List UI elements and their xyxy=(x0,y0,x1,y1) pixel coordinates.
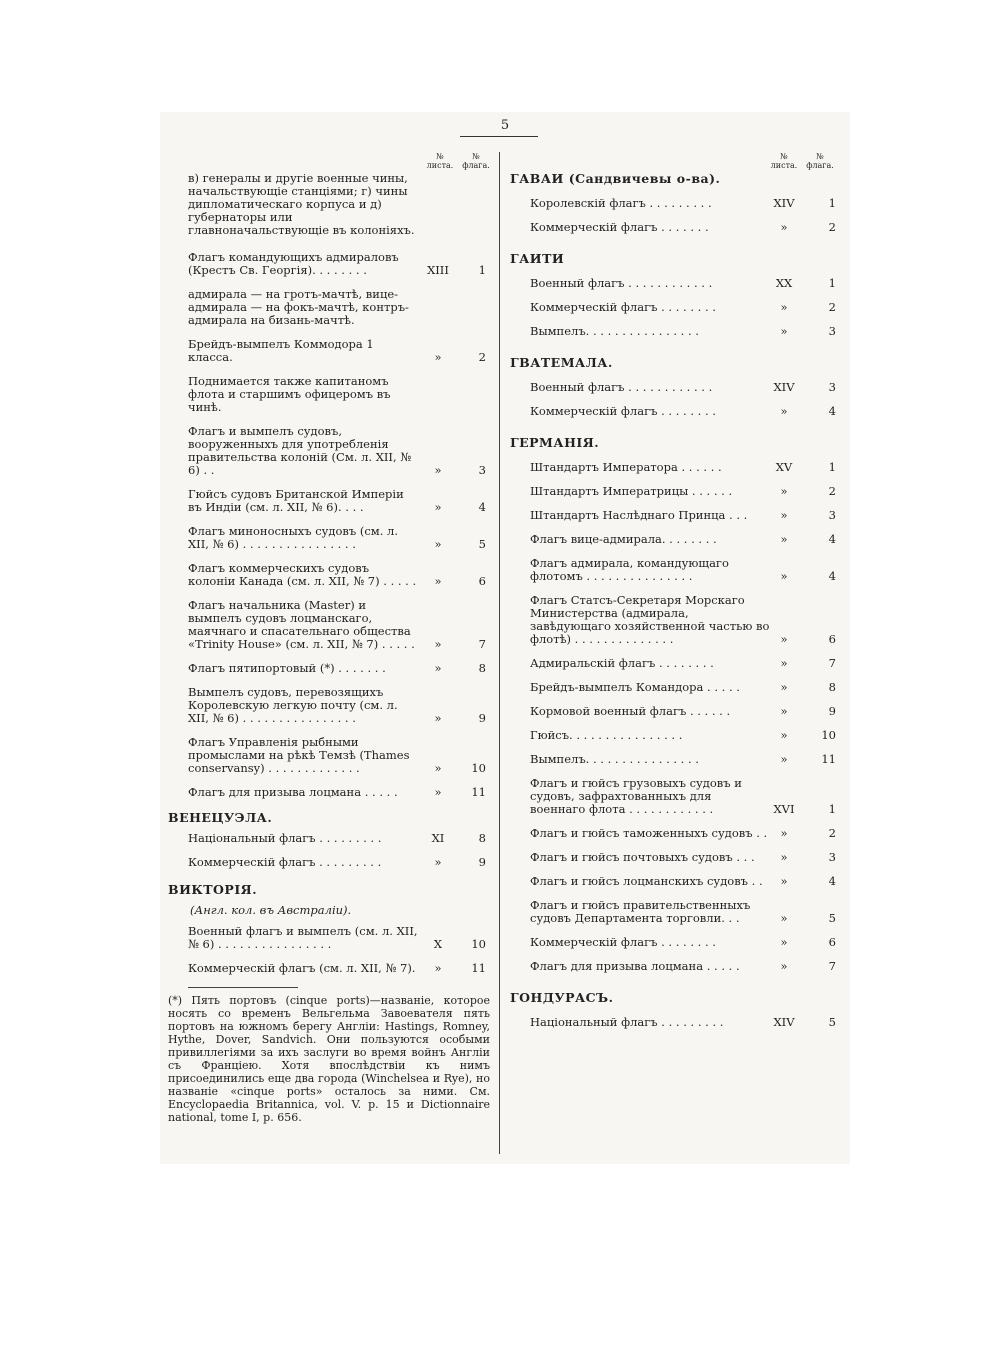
sheet-number: » xyxy=(780,324,788,338)
page-number-rule xyxy=(460,136,538,137)
entry-text: Флагъ для призыва лоцмана . . . . . xyxy=(188,785,398,799)
flag-number: 10 xyxy=(471,937,486,951)
entry-text: Флагъ вице-адмирала. . . . . . . . xyxy=(530,532,717,546)
column-headers-right xyxy=(510,152,840,172)
entry-text: Національный флагъ . . . . . . . . . xyxy=(530,1015,724,1029)
entry-text: Флагъ миноносныхъ судовъ (см. л. XII, № 6) . . . . . . . . . . . . . . . . xyxy=(188,524,399,551)
flag-entry xyxy=(168,662,490,675)
flag-entry xyxy=(168,686,490,725)
entry-text: Военный флагъ . . . . . . . . . . . . xyxy=(530,276,713,290)
sheet-number: » xyxy=(434,761,442,775)
entry-text: Коммерческій флагъ . . . . . . . xyxy=(530,220,709,234)
flag-number: 9 xyxy=(478,855,486,869)
flag-entry xyxy=(510,1016,840,1029)
entry-text: Поднимается также капитаномъ флота и старшимъ офицеромъ въ чинѣ. xyxy=(188,374,391,414)
flag-entry xyxy=(168,832,490,845)
sheet-number: » xyxy=(780,508,788,522)
flag-entry xyxy=(510,681,840,694)
section-title-venezuela: ВЕНЕЦУЭЛА. xyxy=(168,810,273,825)
entry-text: Коммерческій флагъ . . . . . . . . xyxy=(530,300,716,314)
entry-text: Брейдъ-вымпелъ Командора . . . . . xyxy=(530,680,740,694)
document-page xyxy=(160,112,850,1164)
sheet-number: X xyxy=(433,937,443,951)
entry-text: Флагъ и гюйсъ таможенныхъ судовъ . . xyxy=(530,826,768,840)
flag-number: 1 xyxy=(828,802,836,816)
sheet-number: » xyxy=(780,874,788,888)
flag-entry xyxy=(510,325,840,338)
entry-text: Военный флагъ . . . . . . . . . . . . xyxy=(530,380,713,394)
sheet-number: » xyxy=(780,680,788,694)
sheet-number: XI xyxy=(431,831,445,845)
flag-entry xyxy=(510,705,840,718)
flag-entry xyxy=(510,753,840,766)
flag-number: 2 xyxy=(828,220,836,234)
sheet-number: » xyxy=(780,404,788,418)
flag-entry xyxy=(510,729,840,742)
flag-number: 7 xyxy=(478,637,486,651)
sheet-number: » xyxy=(780,569,788,583)
flag-number: 4 xyxy=(828,569,836,583)
entry-text: Флагъ для призыва лоцмана . . . . . xyxy=(530,959,740,973)
flag-number: 3 xyxy=(478,463,486,477)
flag-number: 2 xyxy=(828,826,836,840)
flag-number: 4 xyxy=(828,404,836,418)
sheet-number: XVI xyxy=(773,802,795,816)
flag-entry xyxy=(510,936,840,949)
sheet-number: » xyxy=(434,661,442,675)
flag-number: 8 xyxy=(828,680,836,694)
entry-text: Штандартъ Наслѣднаго Принца . . . xyxy=(530,508,748,522)
sheet-number: » xyxy=(780,532,788,546)
sheet-number: » xyxy=(434,574,442,588)
victoria-subtitle: (Англ. кол. въ Австраліи). xyxy=(190,903,352,917)
flag-number: 5 xyxy=(478,537,486,551)
flag-entry xyxy=(168,599,490,651)
entry-text: Вымпелъ. . . . . . . . . . . . . . . . xyxy=(530,752,699,766)
flag-number: 3 xyxy=(828,324,836,338)
sheet-number: » xyxy=(780,300,788,314)
flag-number: 2 xyxy=(828,484,836,498)
flag-entry xyxy=(510,221,840,234)
column-headers xyxy=(168,152,490,172)
section-title-victoria: ВИКТОРІЯ. xyxy=(168,882,258,897)
flag-number: 6 xyxy=(828,935,836,949)
flag-number: 5 xyxy=(828,911,836,925)
section-title: ГВАТЕМАЛА. xyxy=(510,355,613,370)
flag-entry xyxy=(168,786,490,799)
entry-text: Адмиральскій флагъ . . . . . . . . xyxy=(530,656,714,670)
intro-text: в) генералы и другіе военные чины, начальствующіе станціями; г) чины дипломатическаго корпуса и д) губернаторы или главноначальствующіе въ колоніяхъ. xyxy=(188,171,415,237)
flag-entry xyxy=(510,777,840,816)
flag-entry xyxy=(168,288,490,327)
section-entry-list xyxy=(510,1016,840,1029)
flag-number: 11 xyxy=(471,961,486,975)
flag-number: 9 xyxy=(828,704,836,718)
sheet-number: XIV xyxy=(773,1015,795,1029)
flag-number: 8 xyxy=(478,661,486,675)
entry-text: Флагъ командующихъ адмираловъ (Крестъ Св. Георгія). . . . . . . . xyxy=(188,250,399,277)
entry-text: Коммерческій флагъ (см. л. XII, № 7). xyxy=(188,961,416,975)
entry-text: Флагъ и гюйсъ лоцманскихъ судовъ . . xyxy=(530,874,763,888)
flag-entry xyxy=(168,251,490,277)
flag-entry xyxy=(510,557,840,583)
section-title: ГАВАИ (Сандвичевы о-ва). xyxy=(510,171,721,186)
section-entry-list xyxy=(510,381,840,418)
sheet-number: » xyxy=(780,484,788,498)
entry-text: Гюйсъ. . . . . . . . . . . . . . . . xyxy=(530,728,683,742)
flag-entry xyxy=(510,277,840,290)
entry-text: Флагъ адмирала, командующаго флотомъ . . . . . . . . . . . . . . . xyxy=(530,556,729,583)
flag-entry xyxy=(510,381,840,394)
flag-entry xyxy=(510,827,840,840)
sheet-number: » xyxy=(780,826,788,840)
flag-number: 4 xyxy=(478,500,486,514)
flag-entry xyxy=(168,925,490,951)
section-title: ГАИТИ xyxy=(510,251,565,266)
sheet-number: » xyxy=(780,850,788,864)
sheet-number: » xyxy=(434,463,442,477)
sheet-number: XIII xyxy=(427,263,449,277)
section-title: ГЕРМАНІЯ. xyxy=(510,435,600,450)
entry-text: Флагъ коммерческихъ судовъ колоніи Канада (см. л. XII, № 7) . . . . . xyxy=(188,561,417,588)
flag-number: 10 xyxy=(471,761,486,775)
entry-text: Флагъ и гюйсъ почтовыхъ судовъ . . . xyxy=(530,850,755,864)
flag-entry xyxy=(168,736,490,775)
flag-entry xyxy=(510,960,840,973)
sheet-number: » xyxy=(780,752,788,766)
sheet-number: » xyxy=(434,350,442,364)
sheet-number: XX xyxy=(775,276,793,290)
sheet-number: » xyxy=(780,959,788,973)
flag-entry xyxy=(168,488,490,514)
flag-entry xyxy=(510,509,840,522)
sheet-number: XIV xyxy=(773,196,795,210)
section-entry-list xyxy=(510,461,840,973)
flag-number: 2 xyxy=(828,300,836,314)
flag-entry xyxy=(510,461,840,474)
left-entry-list xyxy=(168,251,490,799)
entry-text: Флагъ Статсъ-Секретаря Морскаго Министерства (адмирала, завѣдующаго хозяйственной частью во флотѣ) . . . . . . . . . . . . . . xyxy=(530,593,770,646)
section-title: ГОНДУРАСЪ. xyxy=(510,990,614,1005)
flag-number: 1 xyxy=(478,263,486,277)
flag-entry xyxy=(510,301,840,314)
sheet-number: » xyxy=(434,961,442,975)
right-section-list xyxy=(510,172,840,1029)
flag-number: 7 xyxy=(828,959,836,973)
flag-number: 8 xyxy=(478,831,486,845)
flag-number: 5 xyxy=(828,1015,836,1029)
flag-entry xyxy=(510,405,840,418)
flag-entry xyxy=(510,594,840,646)
page-number: 5 xyxy=(500,118,510,133)
entry-text: Кормовой военный флагъ . . . . . . xyxy=(530,704,731,718)
entry-text: Флагъ и гюйсъ грузовыхъ судовъ и судовъ, зафрахтованныхъ для военнаго флота . . . . . . . . . . . . xyxy=(530,776,742,816)
flag-entry xyxy=(510,875,840,888)
entry-text: Флагъ пятипортовый (*) . . . . . . . xyxy=(188,661,386,675)
victoria-entry-list xyxy=(168,925,490,975)
flag-entry xyxy=(168,338,490,364)
sheet-number-header-right: № листа. xyxy=(770,152,798,170)
section-entry-list xyxy=(510,277,840,338)
sheet-number: XV xyxy=(775,460,793,474)
sheet-number-header: № листа. xyxy=(426,152,454,170)
sheet-number: » xyxy=(434,711,442,725)
flag-number: 2 xyxy=(478,350,486,364)
section-entry-list xyxy=(510,197,840,234)
sheet-number: XIV xyxy=(773,380,795,394)
entry-text: Флагъ и вымпелъ судовъ, вооруженныхъ для употребленія правительства колоній (См. л. XII, № 6) . . xyxy=(188,424,412,477)
entry-text: Королевскій флагъ . . . . . . . . . xyxy=(530,196,712,210)
sheet-number: » xyxy=(780,935,788,949)
entry-text: Брейдъ-вымпелъ Коммодора 1 класса. xyxy=(188,337,374,364)
entry-text: Гюйсъ судовъ Британской Имперіи въ Индіи (см. л. XII, № 6). . . . xyxy=(188,487,404,514)
flag-number: 9 xyxy=(478,711,486,725)
flag-number: 7 xyxy=(828,656,836,670)
sheet-number: » xyxy=(780,632,788,646)
flag-number: 1 xyxy=(828,196,836,210)
flag-number: 4 xyxy=(828,532,836,546)
flag-number: 3 xyxy=(828,380,836,394)
flag-number: 1 xyxy=(828,276,836,290)
sheet-number: » xyxy=(780,911,788,925)
entry-text: Коммерческій флагъ . . . . . . . . . xyxy=(188,855,382,869)
left-column xyxy=(168,152,490,1124)
flag-entry xyxy=(510,197,840,210)
entry-text: Флагъ Управленія рыбными промыслами на рѣкѣ Темзѣ (Thames conservansy) . . . . . . . . . . . . . xyxy=(188,735,410,775)
flag-number: 4 xyxy=(828,874,836,888)
sheet-number: » xyxy=(434,537,442,551)
entry-text: Вымпелъ. . . . . . . . . . . . . . . . xyxy=(530,324,699,338)
sheet-number: » xyxy=(434,785,442,799)
footnote-rule xyxy=(188,987,298,988)
entry-text: Вымпелъ судовъ, перевозящихъ Королевскую легкую почту (см. л. XII, № 6) . . . . . . . . . . . . . . . . xyxy=(188,685,398,725)
flag-number: 3 xyxy=(828,508,836,522)
flag-number: 6 xyxy=(828,632,836,646)
sheet-number: » xyxy=(780,656,788,670)
sheet-number: » xyxy=(780,220,788,234)
flag-entry xyxy=(168,425,490,477)
flag-number: 3 xyxy=(828,850,836,864)
column-divider xyxy=(499,152,500,1154)
footnote: (*) Пять портовъ (cinque ports)—названіе, которое носять со временъ Вельгельма Завоевателя пять портовъ на южномъ берегу Англіи: Hastings, Romney, Hythe, Dover, Sandvich. Они пользуются особыми привиллегіями за ихъ заслуги во время войнъ Англіи съ Франціею. Хотя впослѣдствіи къ нимъ присоединились еще два города (Winchelsea и Rye), но названіе «cinque ports» осталось за ними. См. Encyclopaedia Britannica, vol. V. p. 15 и Dictionnaire national, tome I, p. 656. xyxy=(168,994,490,1124)
sheet-number: » xyxy=(780,728,788,742)
flag-entry xyxy=(168,962,490,975)
flag-number: 11 xyxy=(821,752,836,766)
flag-entry xyxy=(510,533,840,546)
flag-entry xyxy=(510,657,840,670)
entry-text: Военный флагъ и вымпелъ (см. л. XII, № 6) . . . . . . . . . . . . . . . . xyxy=(188,924,418,951)
flag-number: 6 xyxy=(478,574,486,588)
flag-entry xyxy=(510,851,840,864)
venezuela-entry-list xyxy=(168,832,490,869)
flag-entry xyxy=(168,562,490,588)
entry-text: Флагъ начальника (Master) и вымпелъ судовъ лоцманскаго, маячнаго и спасательнаго общества «Trinity House» (см. л. XII, № 7) . . . . . xyxy=(188,598,415,651)
flag-number-header: № флага. xyxy=(462,152,490,170)
flag-entry xyxy=(510,899,840,925)
flag-number: 1 xyxy=(828,460,836,474)
entry-text: Штандартъ Императрицы . . . . . . xyxy=(530,484,733,498)
entry-text: Національный флагъ . . . . . . . . . xyxy=(188,831,382,845)
entry-text: Коммерческій флагъ . . . . . . . . xyxy=(530,404,716,418)
sheet-number: » xyxy=(434,637,442,651)
sheet-number: » xyxy=(780,704,788,718)
entry-text: адмирала — на гротъ-мачтѣ, вице-адмирала — на фокъ-мачтѣ, контръ-адмирала на бизань-мачтѣ. xyxy=(188,287,409,327)
entry-text: Флагъ и гюйсъ правительственныхъ судовъ Департамента торговли. . . xyxy=(530,898,751,925)
flag-entry xyxy=(510,485,840,498)
right-column xyxy=(510,152,840,1029)
entry-text: Коммерческій флагъ . . . . . . . . xyxy=(530,935,716,949)
flag-number: 11 xyxy=(471,785,486,799)
flag-entry xyxy=(168,525,490,551)
sheet-number: » xyxy=(434,500,442,514)
sheet-number: » xyxy=(434,855,442,869)
flag-entry xyxy=(168,856,490,869)
flag-number: 10 xyxy=(821,728,836,742)
entry-text: Штандартъ Императора . . . . . . xyxy=(530,460,722,474)
flag-entry xyxy=(168,375,490,414)
flag-number-header-right: № флага. xyxy=(806,152,834,170)
